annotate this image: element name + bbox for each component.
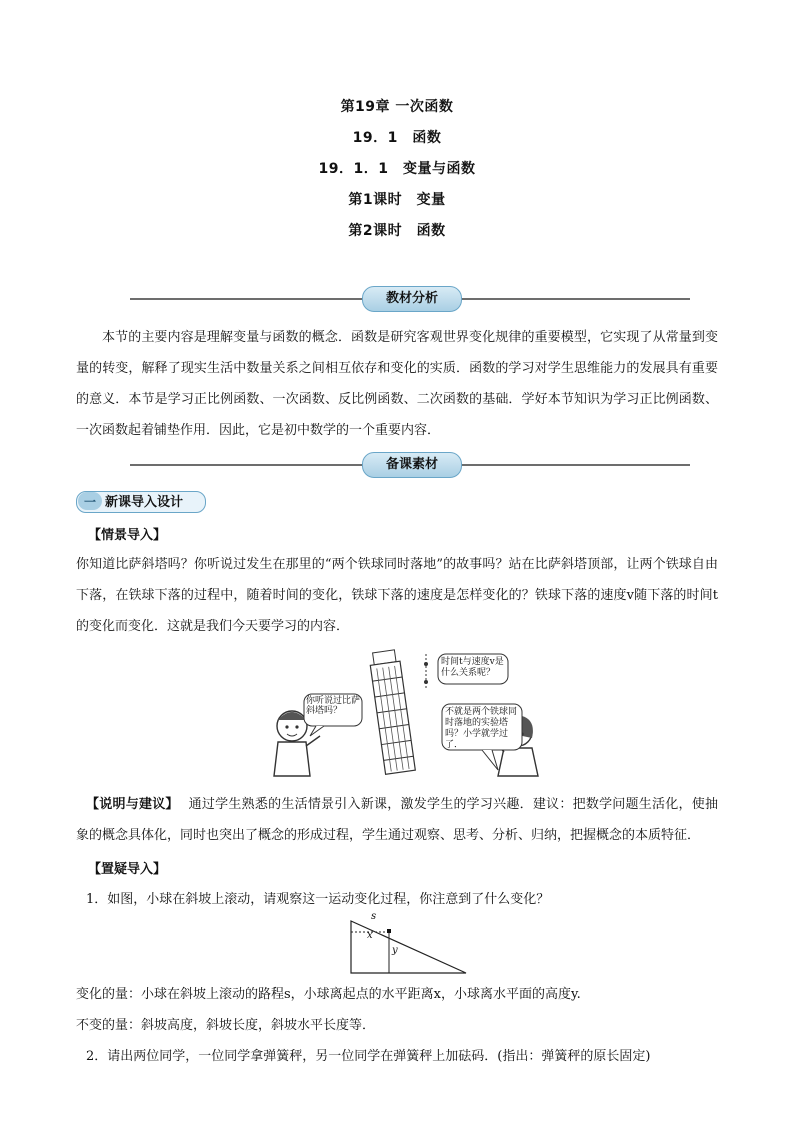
note-paragraph	[76, 789, 718, 851]
label-s: s	[371, 911, 377, 922]
changing-quantities: 变化的量：小球在斜坡上滚动的路程s，小球离起点的水平距离x，小球离水平面的高度y.	[76, 987, 581, 1002]
materials-section-bar	[130, 452, 690, 478]
scene-intro-paragraph: 你知道比萨斜塔吗？你听说过发生在那里的“两个铁球同时落地”的故事吗？站在比萨斜塔顶部，让两个铁球自由下落，在铁球下落的过程中，随着时间的变化，铁球下落的速度是怎样变化的？铁球下落的速度v随下落的时间t的变化而变化．这就是我们今天要学习的内容．	[76, 557, 718, 634]
badge-label: 新课导入设计	[105, 495, 184, 510]
lesson1-title: 第1课时 变量	[348, 192, 446, 208]
constant-quantities: 不变的量：斜坡高度，斜坡长度，斜坡水平长度等．	[76, 1018, 376, 1033]
bubble-top-text: 时间t与速度v是什么关系呢？	[441, 657, 504, 678]
analysis-section-bar	[130, 286, 690, 312]
bubble-girl-text: 不就是两个铁球同时落地的实验塔吗？小学就学过了．	[445, 707, 518, 750]
slope-figure	[345, 911, 475, 977]
label-y: y	[392, 945, 398, 956]
label-x: x	[367, 930, 373, 941]
ball-icon	[387, 929, 391, 933]
slope-triangle	[351, 921, 466, 973]
question-2: 2．请出两位同学，一位同学拿弹簧秤，另一位同学在弹簧秤上加砝码．(指出：弹簧秤的原长固定)	[86, 1049, 651, 1064]
chapter-title: 第19章 一次函数	[340, 99, 454, 115]
scene-intro-label: 【情景导入】	[88, 528, 167, 543]
materials-section-tag: 备课素材	[362, 452, 462, 478]
question-1: 1．如图，小球在斜坡上滚动，请观察这一运动变化过程，你注意到了什么变化？	[86, 892, 550, 907]
note-text: 通过学生熟悉的生活情景引入新课，激发学生的学习兴趣．建议：把数学问题生活化，使抽象的概念具体化，同时也突出了概念的形成过程，学生通过观察、思考、分析、归纳，把握概念的本质特征．	[76, 797, 718, 843]
slope-diagram	[345, 911, 475, 977]
intro-design-badge	[76, 491, 206, 513]
bubble-boy-text: 你听说过比萨斜塔吗？	[306, 696, 361, 716]
analysis-section-tag: 教材分析	[362, 286, 462, 312]
section-title: 19．1 函数	[352, 130, 442, 146]
tower-icon	[369, 649, 416, 774]
pisa-tower-illustration	[260, 646, 560, 778]
doubt-intro-label: 【置疑导入】	[88, 862, 167, 877]
subsection-title: 19．1．1 变量与函数	[318, 161, 476, 177]
analysis-paragraph: 本节的主要内容是理解变量与函数的概念．函数是研究客观世界变化规律的重要模型，它实现了从常量到变量的转变，解释了现实生活中数量关系之间相互依存和变化的实质．函数的学习对学生思维能力的发展具有重要的意义．本节是学习正比例函数、一次函数、反比例函数、二次函数的基础．学好本节知识为学习正比例函数、一次函数起着铺垫作用．因此，它是初中数学的一个重要内容．	[76, 330, 718, 438]
badge-number: 一	[78, 492, 102, 510]
note-label: 【说明与建议】	[86, 797, 179, 812]
lesson2-title: 第2课时 函数	[348, 223, 446, 239]
